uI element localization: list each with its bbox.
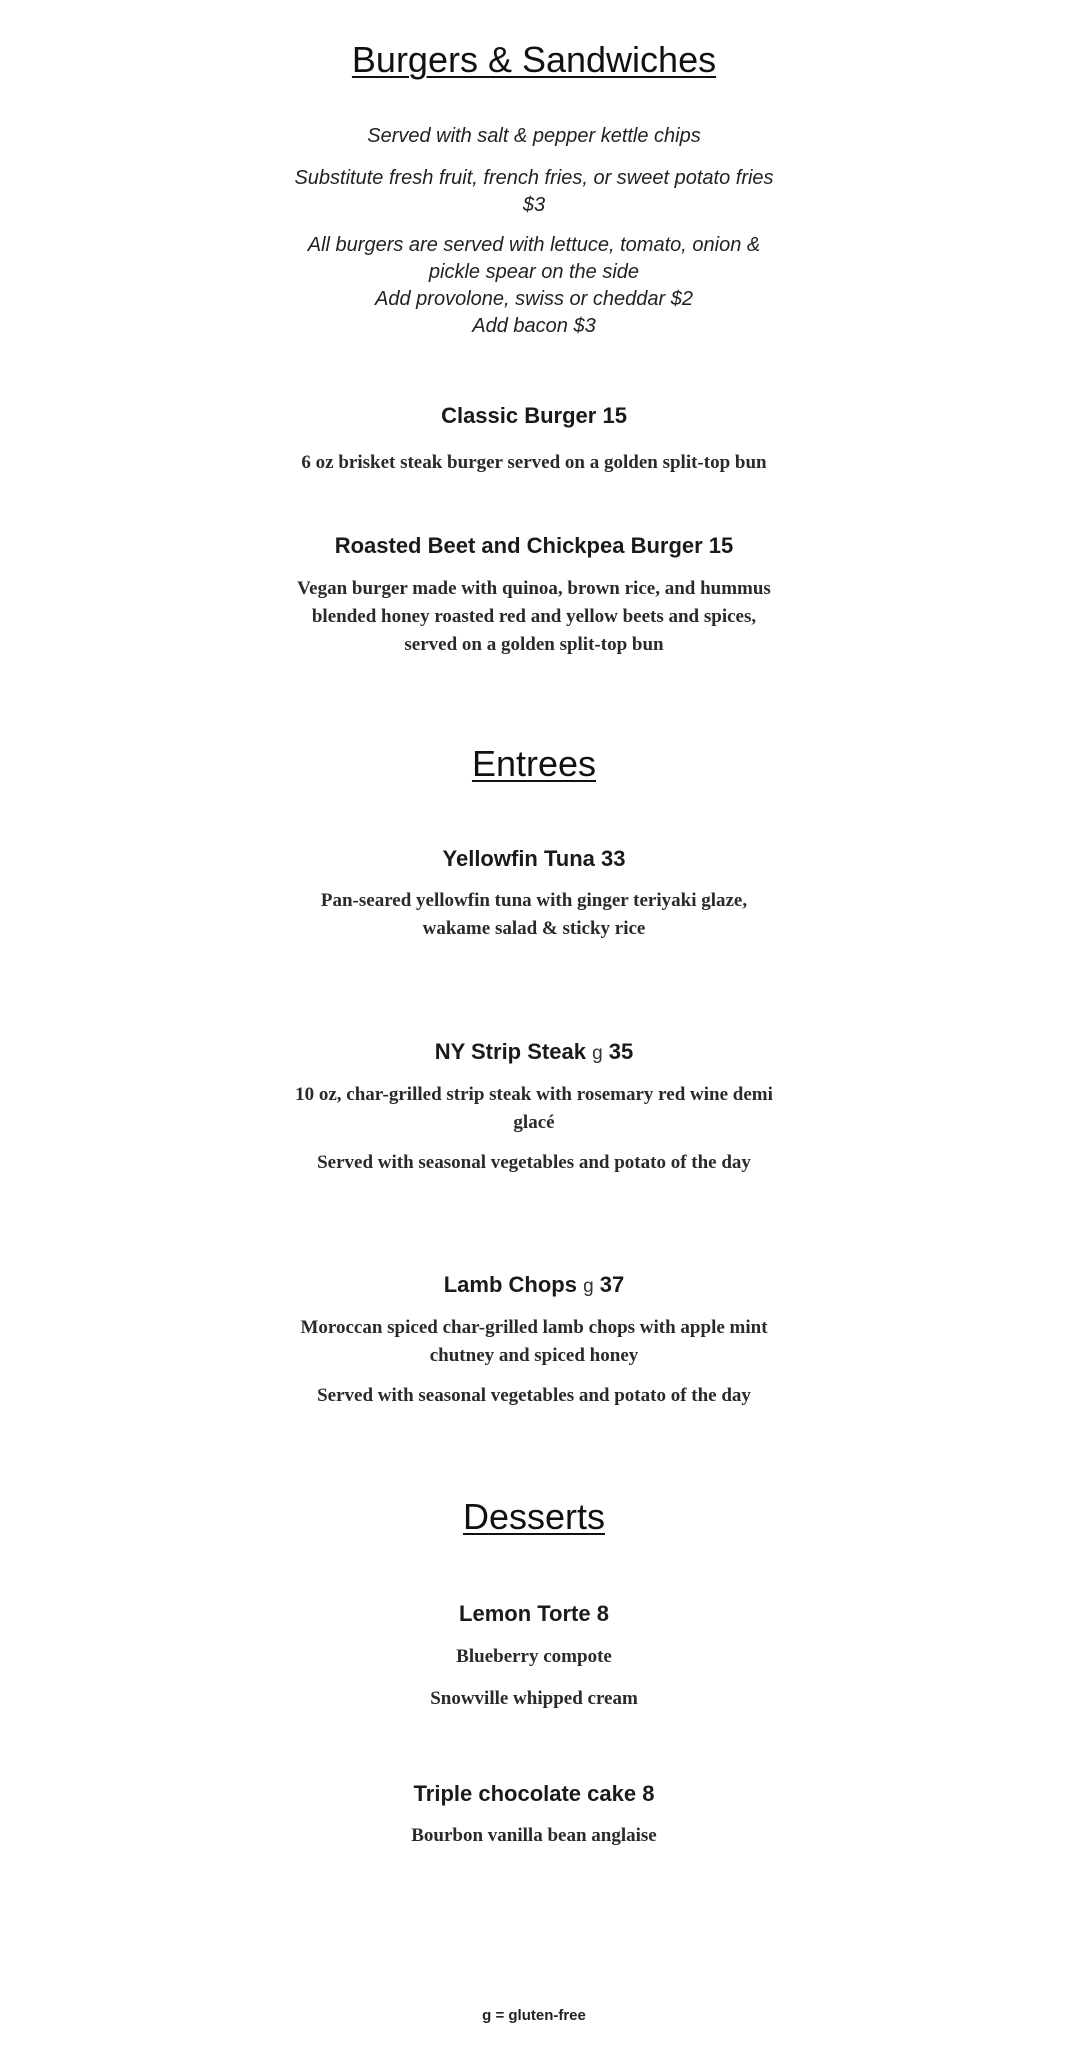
section-title-desserts: Desserts — [462, 1496, 606, 1537]
note-toppings-line: All burgers are served with lettuce, tomato, onion & — [307, 234, 761, 256]
desc-line: Moroccan spiced char-grilled lamb chops with apple mint — [300, 1317, 768, 1338]
item-desc-yellowfin-tuna — [0, 887, 1068, 943]
item-title-classic-burger: Classic Burger 15 — [441, 403, 627, 428]
item-desc-classic-burger: 6 oz brisket steak burger served on a golden split-top bun — [301, 452, 767, 473]
note-toppings-line: pickle spear on the side — [428, 261, 640, 283]
desc-line: blended honey roasted red and yellow beets and spices, — [311, 606, 757, 627]
desc-line: chutney and spiced honey — [429, 1345, 639, 1366]
item-desc-lamb-chops — [0, 1314, 1068, 1370]
item-price: 37 — [599, 1272, 625, 1297]
desc-line: glacé — [513, 1112, 555, 1133]
item-price: 35 — [608, 1039, 634, 1064]
desc-line: 10 oz, char-grilled strip steak with rosemary red wine demi — [295, 1084, 773, 1105]
desc-line: wakame salad & sticky rice — [422, 918, 646, 939]
item-extra-lemon-torte: Snowville whipped cream — [430, 1688, 638, 1709]
item-served-lamb-chops: Served with seasonal vegetables and potato of the day — [317, 1385, 751, 1406]
gluten-free-marker: g — [592, 1043, 603, 1064]
desc-line: Pan-seared yellowfin tuna with ginger teriyaki glaze, — [320, 890, 748, 911]
desc-line: served on a golden split-top bun — [404, 634, 664, 655]
item-title-beet-burger: Roasted Beet and Chickpea Burger 15 — [334, 533, 734, 558]
item-desc-lemon-torte: Blueberry compote — [456, 1646, 612, 1667]
item-desc-beet-burger — [0, 575, 1068, 659]
note-substitute — [0, 165, 1068, 219]
item-title-yellowfin-tuna: Yellowfin Tuna 33 — [442, 846, 626, 871]
item-name: NY Strip Steak — [434, 1039, 586, 1064]
item-desc-triple-chocolate-cake: Bourbon vanilla bean anglaise — [411, 1825, 657, 1846]
item-title-ny-strip-steak — [0, 1038, 1068, 1068]
note-toppings-line: Add bacon $3 — [472, 315, 596, 337]
item-desc-ny-strip-steak — [0, 1081, 1068, 1137]
note-toppings-line: Add provolone, swiss or cheddar $2 — [375, 288, 693, 310]
item-name: Lamb Chops — [443, 1272, 577, 1297]
item-title-lamb-chops — [0, 1271, 1068, 1301]
section-title-entrees: Entrees — [471, 743, 597, 784]
note-substitute-line: Substitute fresh fruit, french fries, or sweet potato fries — [294, 167, 774, 189]
gluten-free-marker: g — [583, 1276, 594, 1297]
note-chips: Served with salt & pepper kettle chips — [367, 125, 701, 147]
note-toppings — [0, 232, 1068, 340]
desc-line: Vegan burger made with quinoa, brown rice, and hummus — [297, 578, 771, 599]
section-title-burgers: Burgers & Sandwiches — [351, 39, 717, 80]
item-served-ny-strip-steak: Served with seasonal vegetables and potato of the day — [317, 1152, 751, 1173]
item-title-lemon-torte: Lemon Torte 8 — [459, 1601, 609, 1626]
note-substitute-price: $3 — [522, 194, 546, 216]
item-title-triple-chocolate-cake: Triple chocolate cake 8 — [413, 1781, 655, 1806]
gluten-free-legend: g = gluten-free — [482, 2007, 586, 2024]
